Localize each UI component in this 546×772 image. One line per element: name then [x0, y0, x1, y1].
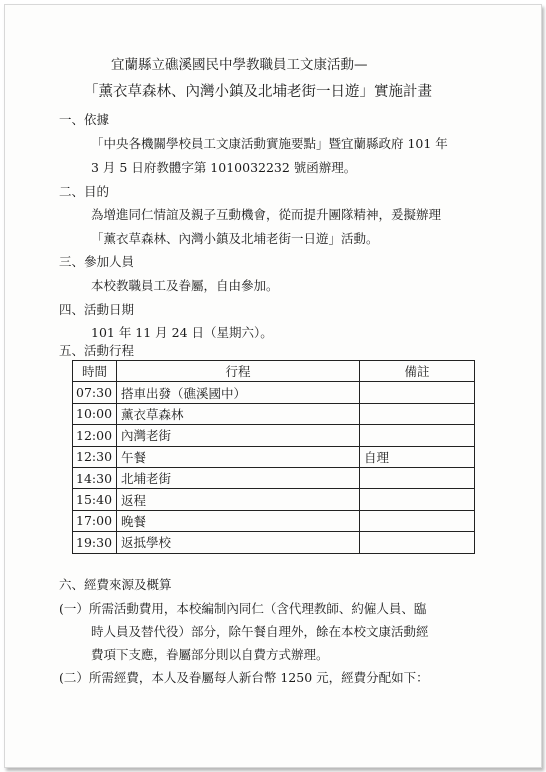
section-1-text-line1: 「中央各機關學校員工文康活動實施要點」暨宜蘭縣政府 101 年: [91, 136, 448, 151]
section-5-heading: 五、活動行程: [59, 343, 135, 358]
section-6-item1-line3: 費項下支應，眷屬部分則以自費方式辦理。: [91, 647, 329, 662]
schedule-time: 17:00: [73, 510, 117, 531]
section-4-heading: 四、活動日期: [59, 302, 135, 317]
schedule-row: [73, 532, 475, 553]
schedule-row: [73, 446, 475, 467]
section-1-heading: 一、依據: [59, 112, 110, 127]
schedule-header-note: 備註: [360, 361, 475, 382]
schedule-note: [360, 425, 475, 446]
section-2-text-line2: 「薰衣草森林、內灣小鎮及北埔老街一日遊」活動。: [91, 231, 379, 246]
schedule-item: 搭車出發（礁溪國中）: [117, 382, 360, 403]
schedule-time: 15:40: [73, 489, 117, 510]
schedule-header-item: 行程: [117, 361, 360, 382]
schedule-note: [360, 510, 475, 531]
section-3-heading: 三、參加人員: [59, 254, 135, 269]
schedule-item: 內灣老街: [117, 425, 360, 446]
document-title-line1: 宜蘭縣立礁溪國民中學教職員工文康活動—: [111, 57, 368, 73]
schedule-note: 自理: [360, 446, 475, 467]
schedule-row: [73, 403, 475, 424]
schedule-time: 12:30: [73, 446, 117, 467]
schedule-item: 薰衣草森林: [117, 403, 360, 424]
section-4-text-line1: 101 年 11 月 24 日（星期六）。: [91, 325, 273, 340]
section-1-text-line2: 3 月 5 日府教體字第 1010032232 號函辦理。: [91, 160, 357, 175]
section-2-heading: 二、目的: [59, 184, 110, 199]
schedule-note: [360, 532, 475, 553]
schedule-row: [73, 382, 475, 403]
section-2-text-line1: 為增進同仁情誼及親子互動機會，從而提升團隊精神，爰擬辦理: [91, 207, 442, 222]
schedule-table: [72, 360, 475, 554]
schedule-time: 10:00: [73, 403, 117, 424]
schedule-item: 午餐: [117, 446, 360, 467]
schedule-item: 晚餐: [117, 510, 360, 531]
schedule-note: [360, 403, 475, 424]
schedule-note: [360, 489, 475, 510]
schedule-row: [73, 510, 475, 531]
section-6-heading: 六、經費來源及概算: [59, 577, 172, 592]
schedule-time: 14:30: [73, 467, 117, 488]
document-title-line2: 「薰衣草森林、內灣小鎮及北埔老街一日遊」實施計畫: [84, 84, 432, 100]
document-page: [4, 4, 542, 768]
schedule-item: 返抵學校: [117, 532, 360, 553]
schedule-header-row: [73, 361, 475, 382]
schedule-item: 北埔老街: [117, 467, 360, 488]
schedule-note: [360, 467, 475, 488]
section-6-item1-line2: 時人員及替代役）部分，除午餐自理外，餘在本校文康活動經: [91, 624, 429, 639]
schedule-row: [73, 489, 475, 510]
section-6-item2-line1: (二）所需經費，本人及眷屬每人新台幣 1250 元，經費分配如下：: [59, 670, 429, 685]
schedule-row: [73, 425, 475, 446]
section-6-item1-line1: (一）所需活動費用，本校編制內同仁（含代理教師、約僱人員、臨: [59, 601, 427, 616]
schedule-time: 19:30: [73, 532, 117, 553]
schedule-note: [360, 382, 475, 403]
schedule-row: [73, 467, 475, 488]
schedule-item: 返程: [117, 489, 360, 510]
schedule-header-time: 時間: [73, 361, 117, 382]
section-3-text-line1: 本校教職員工及眷屬，自由參加。: [91, 278, 279, 293]
schedule-time: 12:00: [73, 425, 117, 446]
schedule-time: 07:30: [73, 382, 117, 403]
